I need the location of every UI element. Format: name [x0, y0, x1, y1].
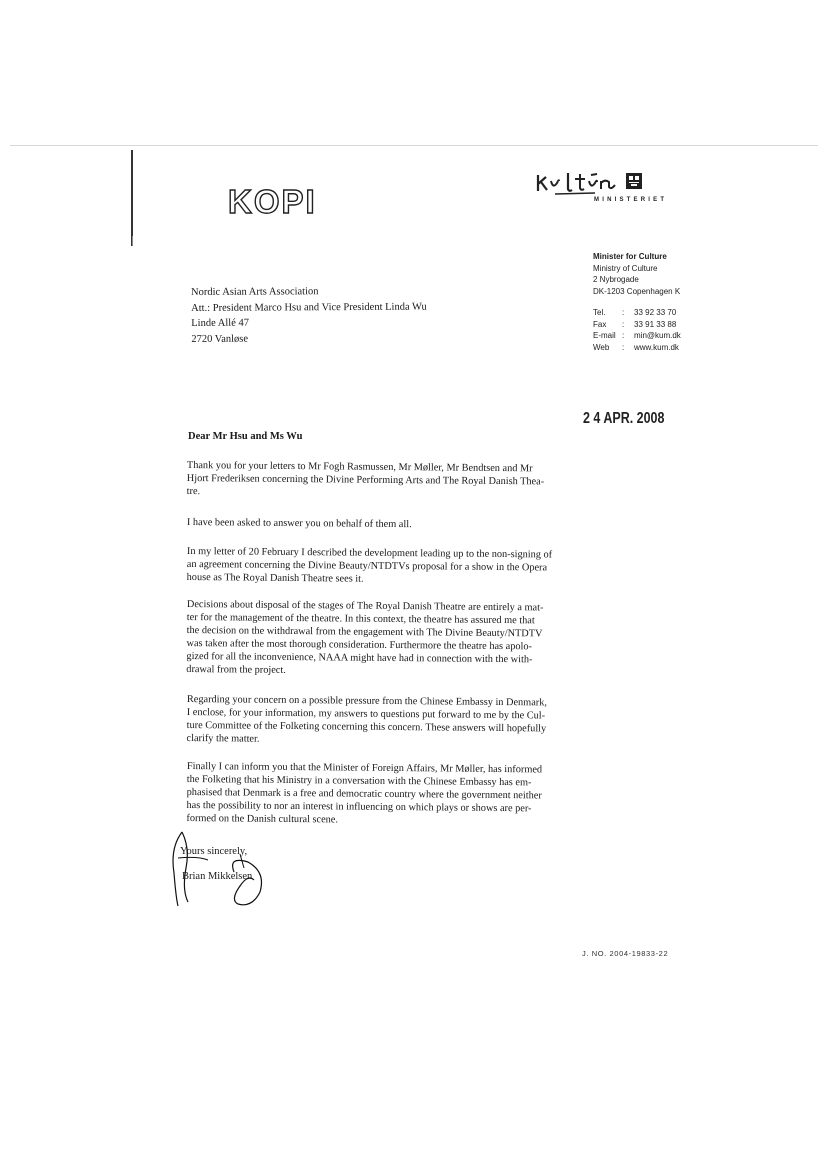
letter-date-stamp: 2 4 APR. 2008	[583, 410, 665, 427]
logo-subtitle: MINISTERIET	[594, 197, 668, 203]
text-line: clarify the matter.	[186, 732, 260, 745]
contact-label: Fax	[593, 319, 607, 329]
text-line: ture Committee of the Folketing concerning this concern. These answers will hopefully	[186, 719, 547, 735]
recipient-line: Nordic Asian Arts Association	[191, 286, 319, 298]
closing: Yours sincerely,	[180, 846, 248, 857]
text-line: formed on the Danish cultural scene.	[186, 812, 339, 826]
text-line: was taken after the most thorough consideration. Furthermore the theatre has apolo-	[186, 637, 533, 653]
body-paragraph	[186, 598, 597, 680]
text-line: In my letter of 20 February I described the development leading up to the non-signing of	[186, 545, 553, 561]
recipient-line: Att.: President Marco Hsu and Vice President Linda Wu	[191, 301, 427, 314]
recipient-line: Linde Allé 47	[191, 317, 250, 329]
sender-title: Minister for Culture	[593, 252, 667, 261]
text-line: tre.	[186, 485, 201, 498]
contact-sep: :	[622, 342, 625, 352]
text-line: I have been asked to answer you on behalf of them all.	[186, 516, 412, 531]
contact-label: Web	[593, 342, 610, 352]
logo-crest-icon	[626, 173, 642, 189]
recipient-address	[191, 284, 427, 347]
contact-sep: :	[622, 308, 625, 317]
text-line: the Folketing that his Ministry in a conversation with the Chinese Embassy has em-	[186, 773, 532, 789]
body-paragraph	[187, 693, 597, 749]
contact-label: E-mail	[593, 331, 616, 340]
body-paragraph	[187, 516, 597, 533]
contact-row	[593, 319, 681, 331]
body-paragraph	[187, 545, 597, 588]
journal-number: J. NO. 2004-19833-22	[582, 949, 669, 958]
margin-mark	[131, 150, 133, 246]
contact-value: www.kum.dk	[634, 342, 679, 352]
signatory-name: Brian Mikkelsen	[182, 871, 253, 882]
sender-contacts	[593, 307, 681, 353]
contact-row	[593, 342, 681, 354]
text-line: Decisions about disposal of the stages of The Royal Danish Theatre are entirely a mat-	[186, 598, 544, 614]
body-paragraph	[187, 459, 597, 502]
text-line: an agreement concerning the Divine Beauty/NTDTVs proposal for a show in the Opera	[186, 558, 548, 574]
text-line: Regarding your concern on a possible pressure from the Chinese Embassy in Denmark,	[186, 693, 547, 709]
recipient-line: 2720 Vanløse	[191, 333, 249, 345]
text-line: I enclose, for your information, my answers to questions put forward to me by the Cul-	[186, 706, 546, 722]
salutation: Dear Mr Hsu and Ms Wu	[188, 431, 303, 442]
sender-ministry: Ministry of Culture	[593, 263, 658, 273]
sender-street: 2 Nybrogade	[593, 275, 639, 284]
contact-sep: :	[622, 331, 625, 340]
text-line: house as The Royal Danish Theatre sees it.	[186, 571, 364, 585]
text-line: ter for the management of the theatre. In this context, the theatre has assured me that	[186, 611, 535, 627]
text-line: drawal from the project.	[186, 663, 286, 676]
sender-city: DK-1203 Copenhagen K	[593, 286, 681, 296]
scan-edge-rule	[10, 145, 818, 146]
text-line: gized for all the inconvenience, NAAA might have had in connection with the with-	[186, 650, 533, 666]
contact-row	[593, 330, 681, 342]
contact-value: 33 91 33 88	[634, 319, 677, 329]
text-line: the decision on the withdrawal from the engagement with The Divine Beauty/NTDTV	[186, 624, 543, 640]
handwritten-signature	[168, 828, 278, 910]
kopi-stamp: KOPI	[228, 183, 317, 220]
contact-row	[593, 307, 681, 319]
contact-sep: :	[622, 319, 625, 329]
kultur-script-logo	[535, 171, 623, 197]
margin-mark-tail	[132, 236, 133, 246]
text-line: Finally I can inform you that the Minister of Foreign Affairs, Mr Møller, has informed	[186, 760, 543, 776]
contact-label: Tel.	[593, 308, 606, 317]
body-paragraph	[186, 760, 597, 829]
text-line: has the possibility to nor an interest in influencing on which plays or shows are per-	[186, 799, 532, 815]
text-line: Hjort Frederiksen concerning the Divine Performing Arts and The Royal Danish Thea-	[186, 472, 545, 488]
sender-address	[593, 251, 680, 297]
contact-value: 33 92 33 70	[634, 308, 677, 317]
ministry-logo	[535, 171, 675, 211]
text-line: Thank you for your letters to Mr Fogh Rasmussen, Mr Møller, Mr Bendtsen and Mr	[186, 459, 533, 475]
contact-value: min@kum.dk	[634, 331, 681, 340]
text-line: phasised that Denmark is a free and democratic country where the government neither	[186, 786, 542, 802]
